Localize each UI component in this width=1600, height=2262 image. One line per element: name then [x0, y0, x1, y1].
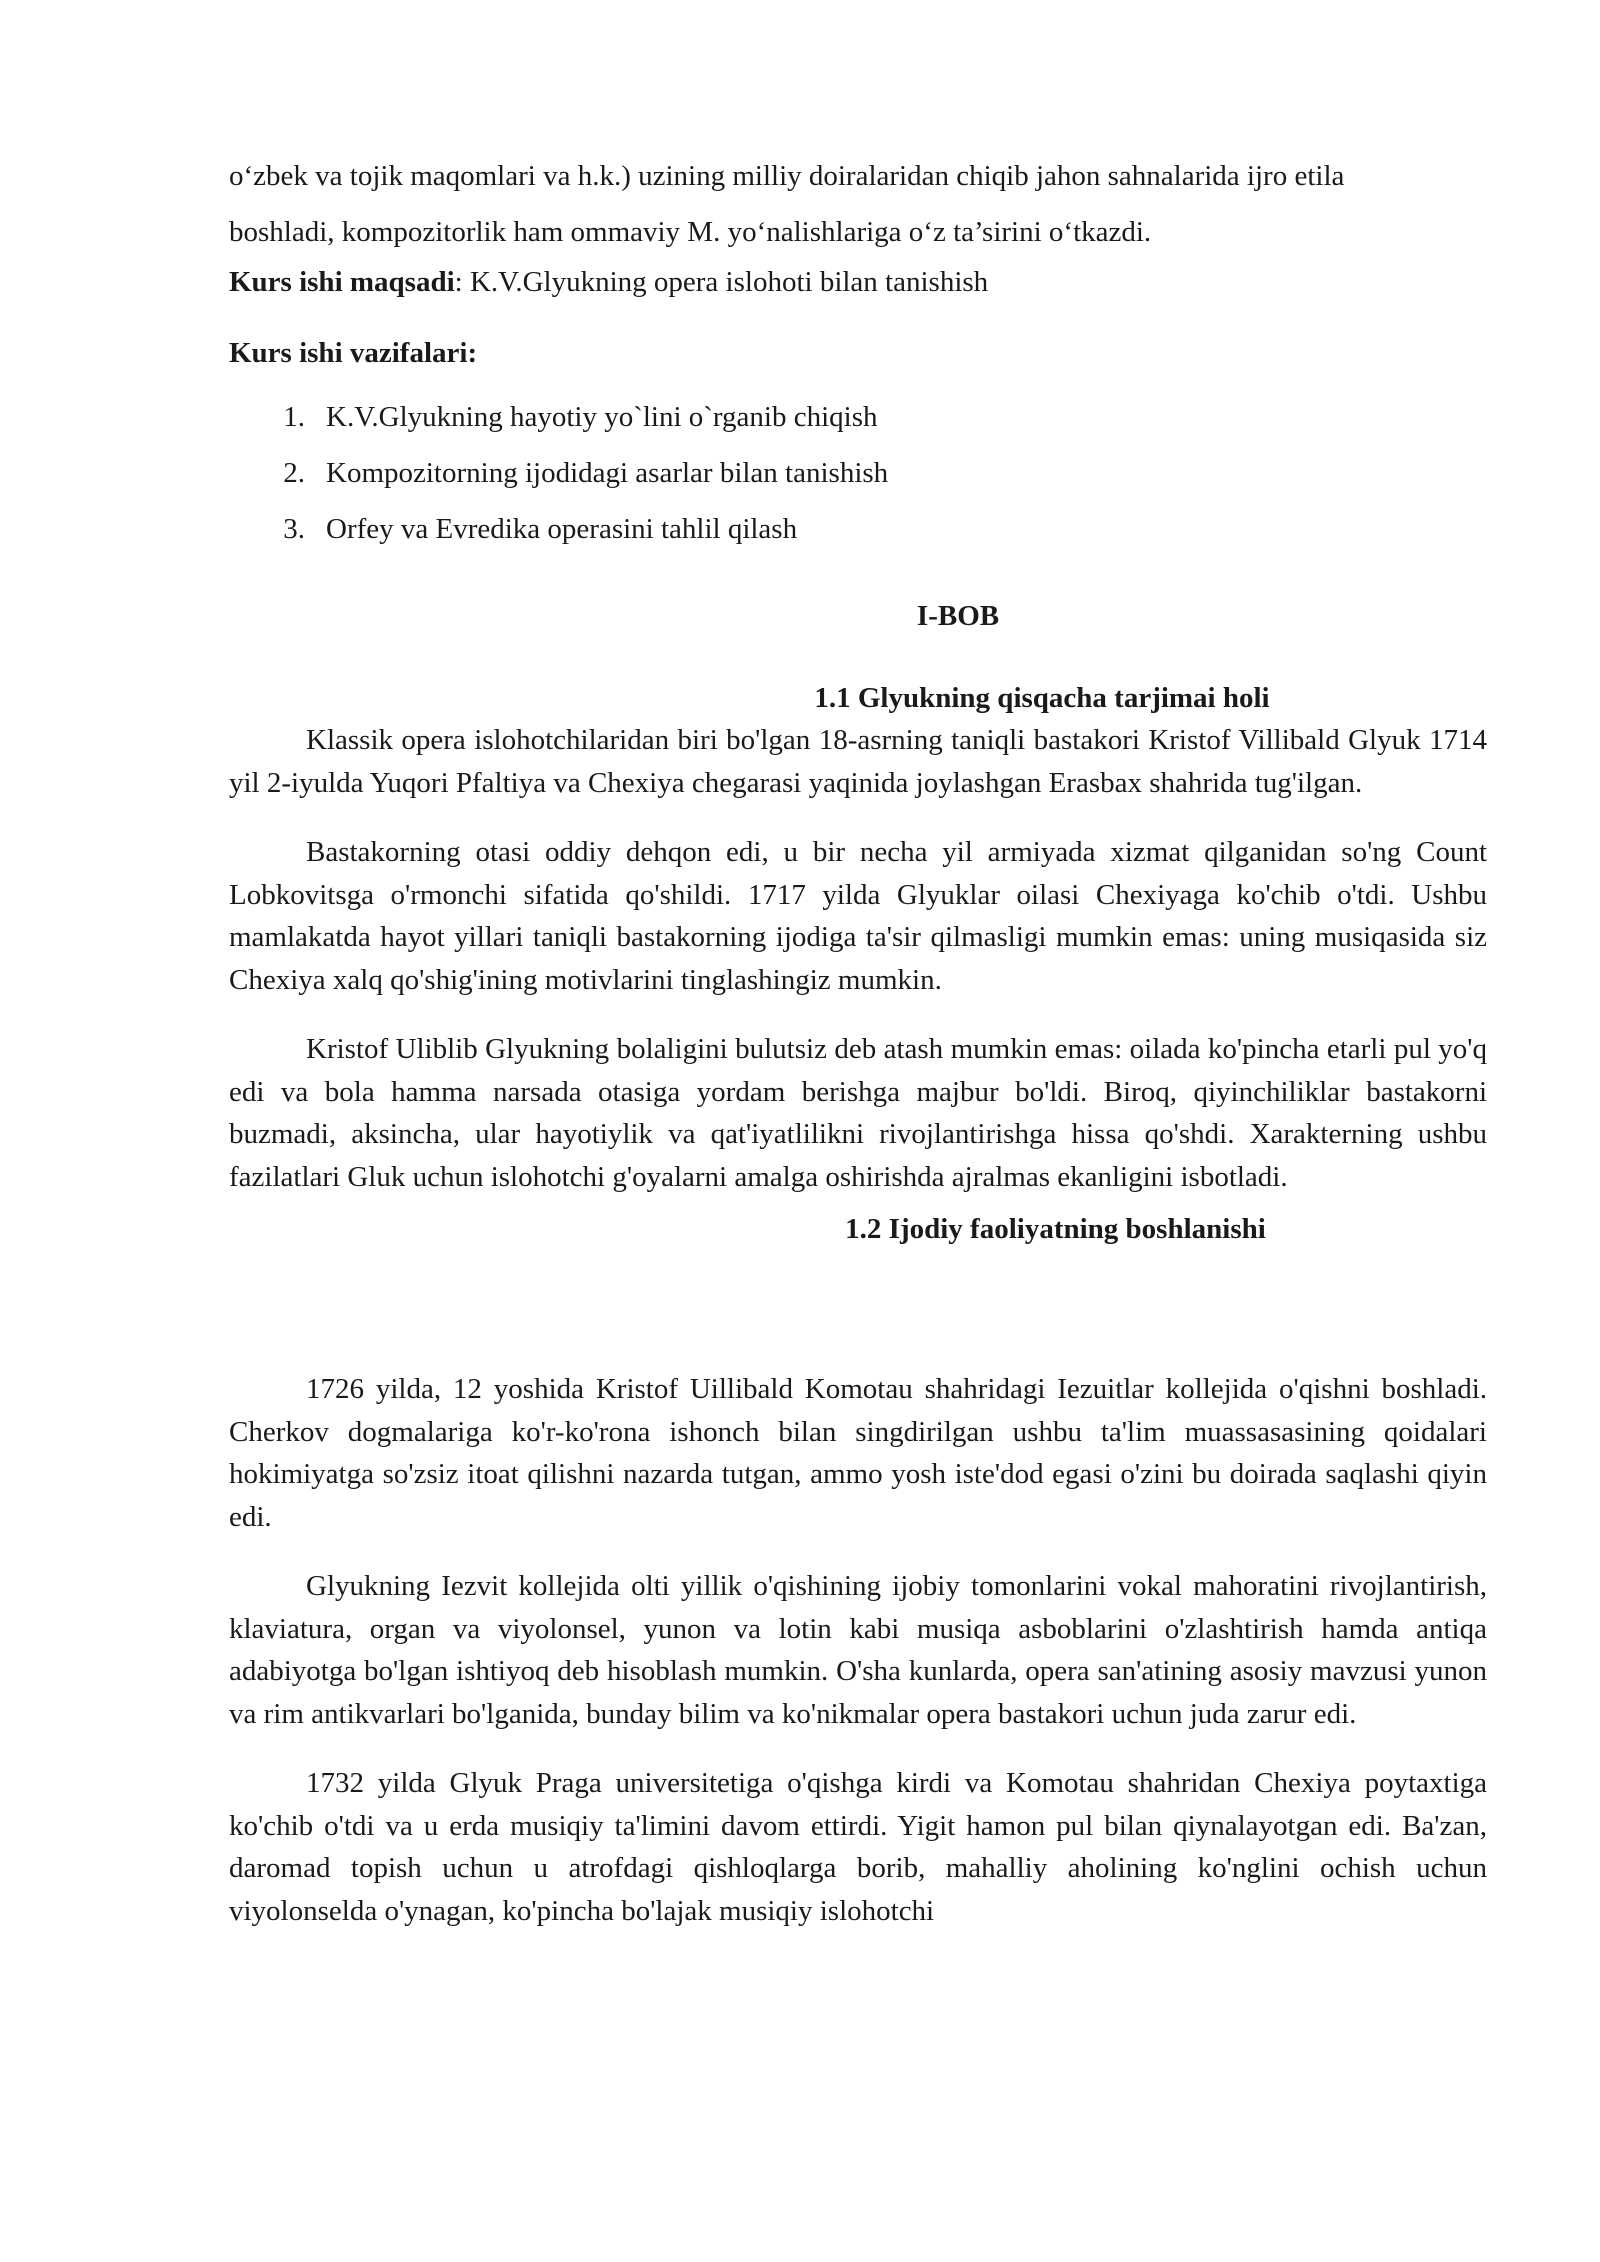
section-1-paragraph-1: Klassik opera islohotchilaridan biri bo'lgan 18-asrning taniqli bastakori Kristof Villibald Glyuk 1714 yil 2-iyulda Yuqori Pfaltiya va Chexiya chegarasi yaqinida joylashgan Erasbax shahrida tug'ilgan.	[229, 724, 1487, 799]
list-item-text: K.V.Glyukning hayotiy yo`lini o`rganib chiqish	[326, 401, 878, 433]
list-item	[229, 501, 1487, 557]
section-2-title: 1.2 Ijodiy faoliyatning boshlanishi	[845, 1213, 1266, 1245]
chapter-title: I-BOB	[916, 600, 1000, 632]
list-item-number: 1.	[283, 401, 305, 433]
goal-text: : K.V.Glyukning opera islohoti bilan tanishish	[454, 266, 989, 298]
intro-line-1: o‘zbek va tojik maqomlari va h.k.) uzining milliy doiralaridan chiqib jahon sahnalarida ijro etila	[229, 160, 1345, 192]
document-page	[229, 148, 1487, 1932]
section-1-title: 1.1 Glyukning qisqacha tarjimai holi	[814, 682, 1270, 714]
list-item-number: 3.	[283, 513, 305, 545]
list-item	[229, 445, 1487, 501]
tasks-label	[229, 331, 1487, 375]
tasks-label-text: Kurs ishi vazifalari:	[229, 337, 478, 369]
section-1-paragraph-3: Kristof Uliblib Glyukning bolaligini bulutsiz deb atash mumkin emas: oilada ko'pincha etarli pul yo'q edi va bola hamma narsada otasiga yordam berishga majbur bo'ldi. Biroq, qiyinchiliklar bastakorni buzmadi, aksincha, ular hayotiylik va qat'iyatlilikni rivojlantirishga hissa qo'shdi. Xarakterning ushbu fazilatlari Gluk uchun islohotchi g'oyalarni amalga oshirishda ajralmas ekanligini isbotladi.	[229, 1033, 1487, 1193]
list-item	[229, 389, 1487, 445]
goal-label: Kurs ishi maqsadi	[229, 266, 455, 298]
intro-line-2: boshladi, kompozitorlik ham ommaviy M. yo‘nalishlariga o‘z ta’sirini o‘tkazdi.	[229, 216, 1152, 248]
tasks-list	[229, 389, 1487, 557]
section-1-paragraph-2: Bastakorning otasi oddiy dehqon edi, u bir necha yil armiyada xizmat qilganidan so'ng Count Lobkovitsga o'rmonchi sifatida qo'shildi. 1717 yilda Glyuklar oilasi Chexiyaga ko'chib o'tdi. Ushbu mamlakatda hayot yillari taniqli bastakorning ijodiga ta'sir qilmasligi mumkin emas: uning musiqasida siz Chexiya xalq qo'shig'ining motivlarini tinglashingiz mumkin.	[229, 836, 1487, 996]
section-2-paragraph-2: Glyukning Iezvit kollejida olti yillik o'qishining ijobiy tomonlarini vokal mahoratini rivojlantirish, klaviatura, organ va viyolonsel, yunon va lotin kabi musiqa asboblarini o'zlashtirish hamda antiqa adabiyotga bo'lgan ishtiyoq deb hisoblash mumkin. O'sha kunlarda, opera san'atining asosiy mavzusi yunon va rim antikvarlari bo'lganida, bunday bilim va ko'nikmalar opera bastakori uchun juda zarur edi.	[229, 1570, 1487, 1730]
list-item-number: 2.	[283, 457, 305, 489]
list-item-text: Kompozitorning ijodidagi asarlar bilan tanishish	[326, 457, 889, 489]
list-item-text: Orfey va Evredika operasini tahlil qilash	[326, 513, 798, 545]
section-2-paragraph-3: 1732 yilda Glyuk Praga universitetiga o'qishga kirdi va Komotau shahridan Chexiya poytaxtiga ko'chib o'tdi va u erda musiqiy ta'limini davom ettirdi. Yigit hamon pul bilan qiynalayotgan edi. Ba'zan, daromad topish uchun u atrofdagi qishloqlarga borib, mahalliy aholining ko'nglini ochish uchun viyolonselda o'ynagan, ko'pincha bo'lajak musiqiy islohotchi	[229, 1767, 1487, 1927]
section-2-paragraph-1: 1726 yilda, 12 yoshida Kristof Uillibald Komotau shahridagi Iezuitlar kollejida o'qishni boshladi. Cherkov dogmalariga ko'r-ko'rona ishonch bilan singdirilgan ushbu ta'lim muassasasining qoidalari hokimiyatga so'zsiz itoat qilishni nazarda tutgan, ammo yosh iste'dod egasi o'zini bu doirada saqlashi qiyin edi.	[229, 1373, 1487, 1533]
goal-line	[229, 260, 1487, 304]
